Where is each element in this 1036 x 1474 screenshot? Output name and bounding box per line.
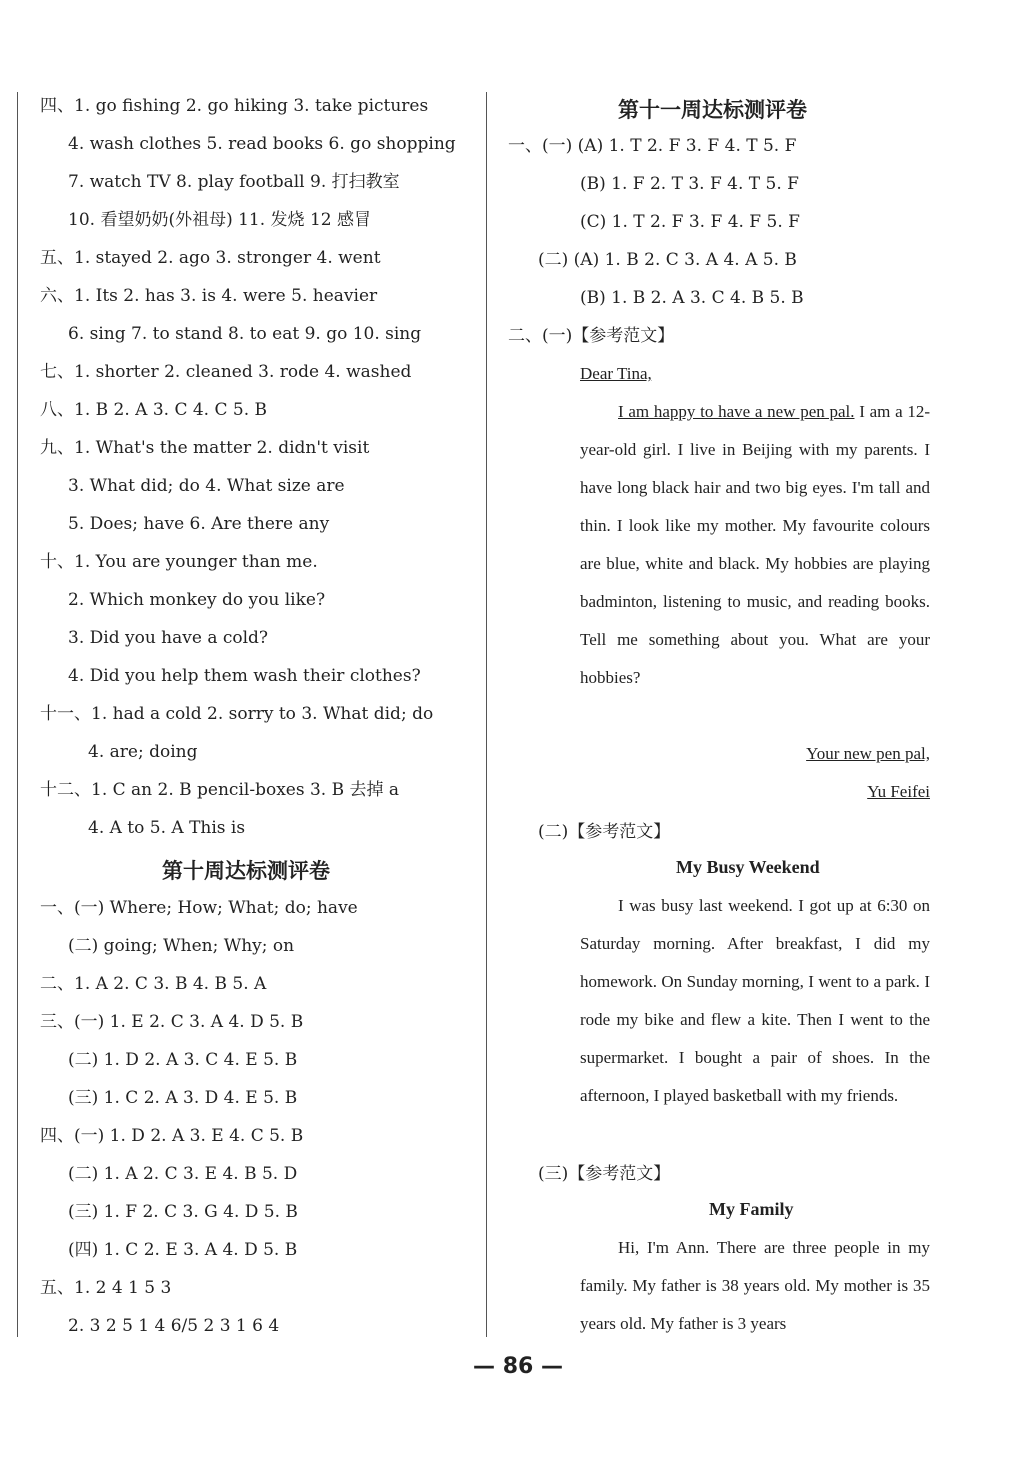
sample-label: (三)【参考范文】 [538, 1164, 671, 1184]
answer-line: (二) (A) 1. B 2. C 3. A 4. A 5. B [538, 250, 797, 270]
essay-body: I was busy last weekend. I got up at 6:30 on Saturday morning. After breakfast, I did my homework. On Sunday morning, I went to a park. I rode my bike and flew a kite. Then I went to the supermarket. I bought a pair of shoes. In the afternoon, I played basketball with my friends. [580, 896, 930, 1105]
column-divider [486, 92, 487, 1337]
letter-signature: Yu Feifei [867, 782, 930, 801]
answer-line: 三、(一) 1. E 2. C 3. A 4. D 5. B [40, 1012, 304, 1032]
answer-line: 3. What did; do 4. What size are [68, 476, 345, 496]
answer-line: 一、(一) (A) 1. T 2. F 3. F 4. T 5. F [508, 136, 797, 156]
answer-line: 一、(一) Where; How; What; do; have [40, 898, 358, 918]
answer-line: 四、(一) 1. D 2. A 3. E 4. C 5. B [40, 1126, 304, 1146]
answer-line: 五、1. 2 4 1 5 3 [40, 1278, 172, 1298]
section-title-week10: 第十周达标测评卷 [162, 859, 330, 883]
answer-line: 七、1. shorter 2. cleaned 3. rode 4. washed [40, 362, 412, 382]
letter-body-text: I am a 12-year-old girl. I live in Beijing with my parents. I have long black hair and two big eyes. I'm tall and thin. I look like my mother. My favourite colours are blue, white and black. My hobbies are playing badminton, listening to music, and reading books. Tell me something about you. What are your hobbies? [580, 402, 930, 687]
answer-line: 10. 看望奶奶(外祖母) 11. 发烧 12 感冒 [68, 210, 371, 230]
answer-line: 7. watch TV 8. play football 9. 打扫教室 [68, 172, 400, 192]
answer-line: 八、1. B 2. A 3. C 4. C 5. B [40, 400, 268, 420]
answer-line: 二、1. A 2. C 3. B 4. B 5. A [40, 974, 267, 994]
section-title-week11: 第十一周达标测评卷 [618, 98, 807, 122]
sample-label: 二、(一)【参考范文】 [508, 326, 675, 346]
letter-opening-sentence: I am happy to have a new pen pal. [618, 402, 855, 421]
answer-line: (B) 1. F 2. T 3. F 4. T 5. F [580, 174, 799, 194]
left-margin-rule [17, 92, 18, 1337]
answer-line: 六、1. Its 2. has 3. is 4. were 5. heavier [40, 286, 378, 306]
answer-line: 四、1. go fishing 2. go hiking 3. take pictures [40, 96, 429, 116]
answer-line: 九、1. What's the matter 2. didn't visit [40, 438, 370, 458]
answer-line: (四) 1. C 2. E 3. A 4. D 5. B [68, 1240, 298, 1260]
answer-line: 2. 3 2 5 1 4 6/5 2 3 1 6 4 [68, 1316, 280, 1336]
answer-line: 十、1. You are younger than me. [40, 552, 318, 572]
essay-body: Hi, I'm Ann. There are three people in my family. My father is 38 years old. My mother is 35 years old. My father is 3 years [580, 1238, 930, 1333]
answer-line: 4. A to 5. A This is [88, 818, 246, 838]
answer-line: (二) 1. A 2. C 3. E 4. B 5. D [68, 1164, 298, 1184]
answer-line: 6. sing 7. to stand 8. to eat 9. go 10. sing [68, 324, 422, 344]
page-number: — 86 — [473, 1354, 563, 1379]
answer-line: (C) 1. T 2. F 3. F 4. F 5. F [580, 212, 800, 232]
answer-line: 五、1. stayed 2. ago 3. stronger 4. went [40, 248, 381, 268]
answer-line: (二) going; When; Why; on [68, 936, 295, 956]
answer-line: (二) 1. D 2. A 3. C 4. E 5. B [68, 1050, 298, 1070]
answer-line: 4. wash clothes 5. read books 6. go shopping [68, 134, 456, 154]
answer-line: 2. Which monkey do you like? [68, 590, 326, 610]
sample-label: (二)【参考范文】 [538, 822, 671, 842]
letter-greeting: Dear Tina, [580, 364, 652, 383]
answer-line: (三) 1. C 2. A 3. D 4. E 5. B [68, 1088, 298, 1108]
answer-line: 5. Does; have 6. Are there any [68, 514, 330, 534]
letter-body [580, 393, 930, 697]
answer-line: 4. Did you help them wash their clothes? [68, 666, 421, 686]
answer-line: 3. Did you have a cold? [68, 628, 269, 648]
answer-line: (B) 1. B 2. A 3. C 4. B 5. B [580, 288, 804, 308]
answer-line: 4. are; doing [88, 742, 198, 762]
essay-title: My Busy Weekend [676, 857, 820, 877]
essay-title: My Family [709, 1199, 794, 1219]
answer-line: 十二、1. C an 2. B pencil-boxes 3. B 去掉 a [40, 780, 400, 800]
answer-line: 十一、1. had a cold 2. sorry to 3. What did; do [40, 704, 434, 724]
answer-line: (三) 1. F 2. C 3. G 4. D 5. B [68, 1202, 298, 1222]
letter-closing: Your new pen pal, [806, 744, 930, 763]
